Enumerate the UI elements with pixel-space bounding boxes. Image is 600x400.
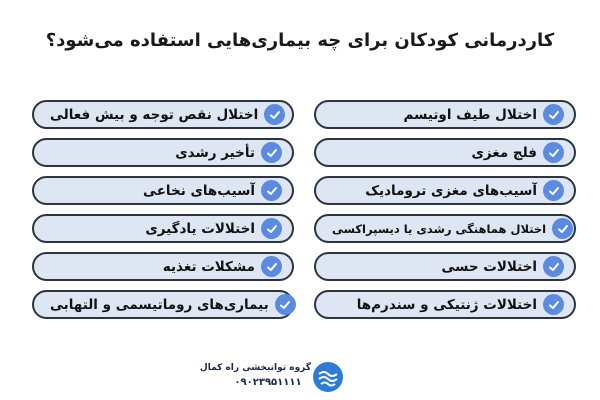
item-label: مشکلات تغذیه	[162, 258, 255, 275]
list-item	[32, 100, 294, 129]
check-circle-icon	[543, 294, 564, 315]
item-label: اختلالات حسی	[441, 258, 537, 275]
item-label: اختلال طیف اوتیسم	[403, 106, 537, 123]
page-title: کاردرمانی کودکان برای چه بیماری‌هایی استفاده می‌شود؟	[45, 30, 555, 51]
item-label: فلج مغزی	[471, 144, 537, 161]
list-item	[314, 138, 576, 167]
right-column	[314, 100, 576, 319]
item-label: اختلال نقص توجه و بیش فعالی	[50, 106, 259, 123]
check-circle-icon	[543, 180, 564, 201]
check-circle-icon	[543, 256, 564, 277]
item-label: اختلالات یادگیری	[145, 220, 255, 237]
check-circle-icon	[261, 142, 282, 163]
left-column	[32, 100, 294, 319]
list-item	[32, 176, 294, 205]
check-circle-icon	[543, 104, 564, 125]
item-label: آسیب‌های مغزی ترومادیک	[365, 182, 537, 199]
item-label: اختلالات ژنتیکی و سندرم‌ها	[356, 296, 537, 313]
list-item	[314, 100, 576, 129]
list-item	[32, 214, 294, 243]
list-item	[32, 138, 294, 167]
list-item	[32, 252, 294, 281]
wave-logo-icon	[313, 362, 343, 392]
check-circle-icon	[261, 218, 282, 239]
item-label: آسیب‌های نخاعی	[143, 182, 255, 199]
check-circle-icon	[264, 104, 285, 125]
check-circle-icon	[261, 180, 282, 201]
item-label: اختلال هماهنگی رشدی یا دیسپراکسی	[332, 221, 547, 236]
list-item	[314, 176, 576, 205]
check-circle-icon	[275, 294, 296, 315]
check-circle-icon	[261, 256, 282, 277]
check-circle-icon	[552, 218, 573, 239]
phone-number: ۰۹۰۲۳۹۵۱۱۱۱	[234, 377, 302, 388]
item-label: تأخیر رشدی	[175, 144, 255, 161]
brand-name: گروه توانبخشی راه کمال	[199, 363, 311, 373]
item-label: بیماری‌های روماتیسمی و التهابی	[50, 296, 269, 313]
list-item	[314, 214, 576, 243]
list-item	[314, 290, 576, 319]
list-item	[32, 290, 294, 319]
check-circle-icon	[543, 142, 564, 163]
list-item	[314, 252, 576, 281]
